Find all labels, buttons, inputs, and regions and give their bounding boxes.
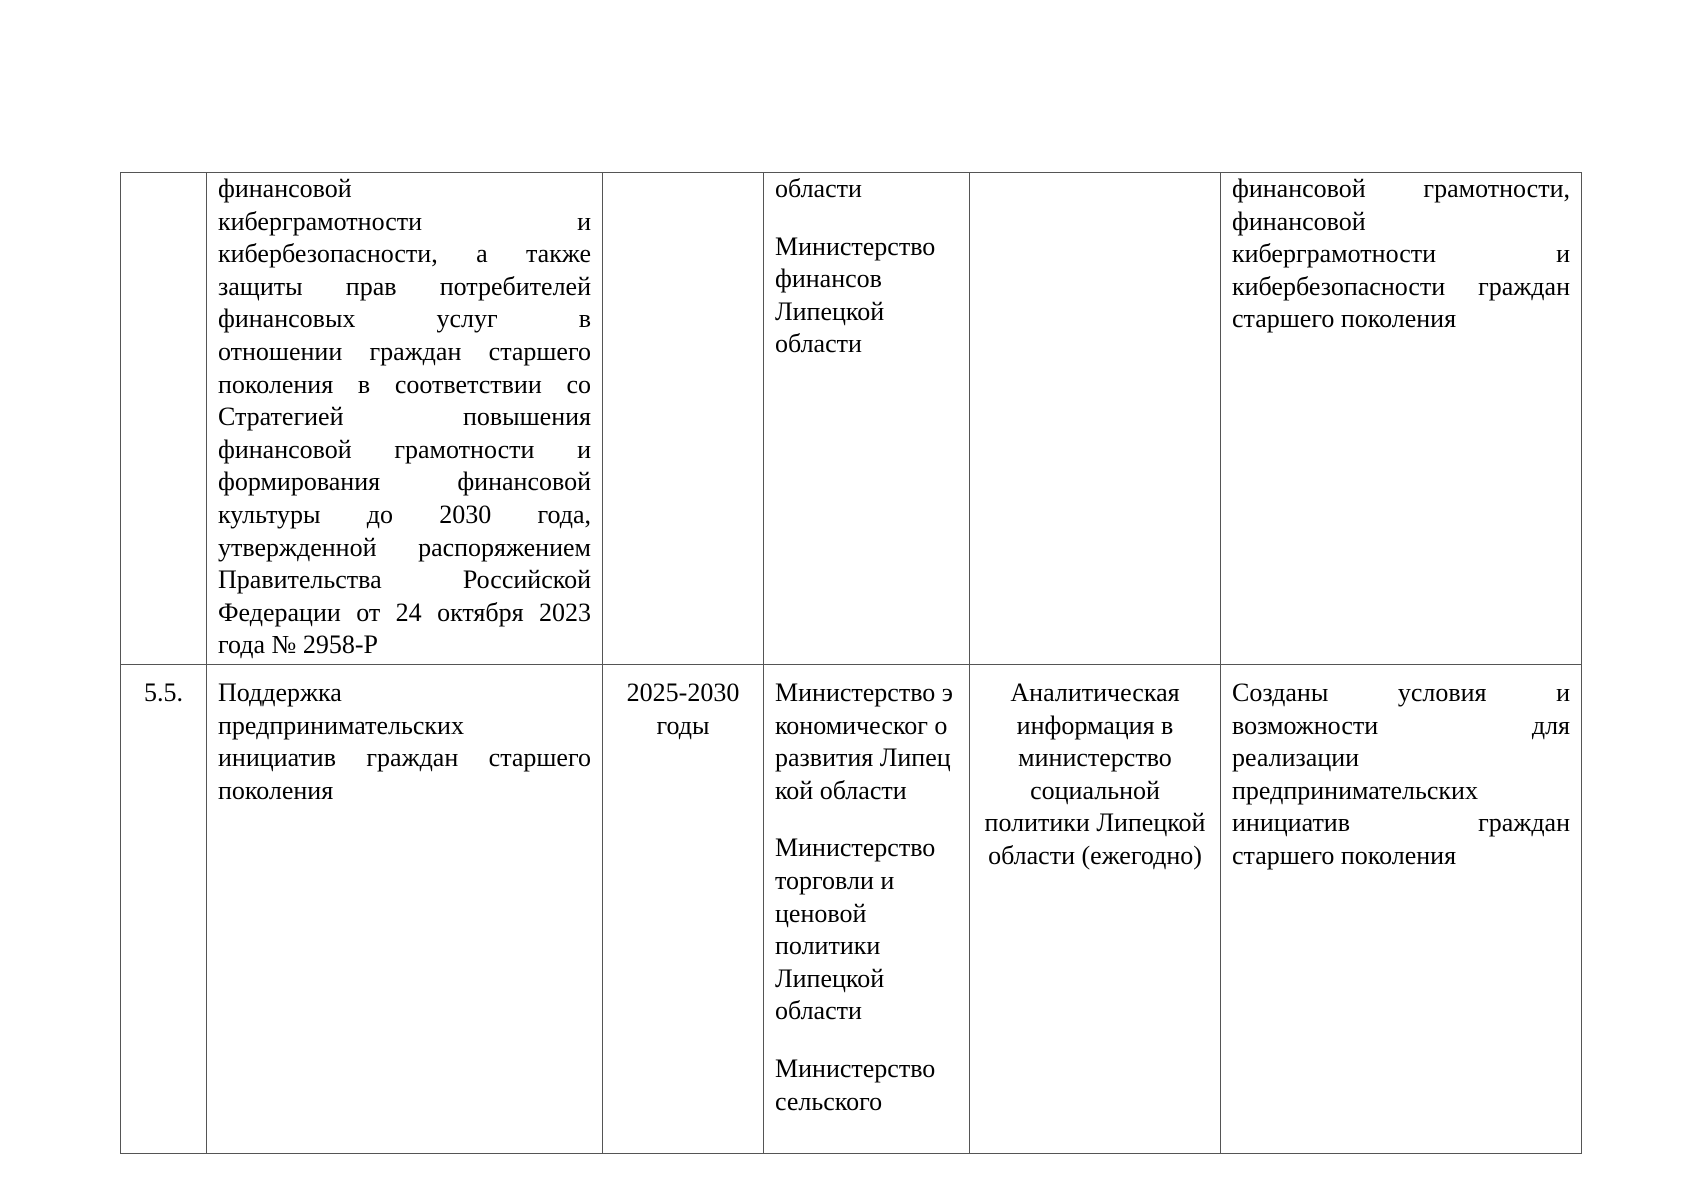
activity-cell [207,173,603,665]
activity-line: финансовой [218,174,352,203]
result-cell [1221,665,1582,1154]
row-number: 5.5. [144,678,183,707]
activity-line: утвержденной распоряжением [218,532,591,562]
activity-line: финансовой грамотности и [218,434,591,464]
result-line: киберграмотности и [1232,239,1570,269]
row-number-cell [121,665,207,1154]
activity-line: финансовых услуг в [218,304,591,334]
table-row [121,173,1582,665]
row-number-cell [121,173,207,665]
activity-line: Федерации от 24 октября 2023 [218,597,591,627]
result-line: реализации [1232,743,1360,773]
report-text: Аналитическая информация в министерство социальной политики Липецкой области (ежегодно) [984,678,1206,870]
period-cell [603,665,764,1154]
activity-cell [207,665,603,1154]
activity-line: Поддержка [218,678,342,707]
executor-text: Министерство финансов Липецкой области [775,231,936,359]
activity-line: предпринимательских [218,710,464,740]
activity-line: поколения [218,775,334,805]
activity-line: отношении граждан старшего [218,336,591,366]
result-cell [1221,173,1582,665]
activity-line: кибербезопасности, а также [218,239,591,269]
executor-text: Министерство сельского [775,1053,936,1116]
period-cell [603,173,764,665]
activity-line: защиты прав потребителей [218,271,591,301]
activity-line: года № 2958-Р [218,630,378,660]
plan-table [120,172,1582,1154]
executors-cell [764,173,970,665]
activity-line: киберграмотности и [218,206,591,236]
executor-text: Министерство торговли и ценовой политики Липецкой области [775,833,936,1026]
result-line: инициатив граждан [1232,808,1570,838]
executor-text: области [775,174,862,203]
activity-line: культуры до 2030 года, [218,499,591,529]
result-line: Созданы условия и [1232,678,1570,707]
period-text: 2025-2030 годы [626,678,740,740]
executor-text: Министерство экономическог о развития Липецкой области [775,678,953,805]
activity-line: формирования финансовой [218,467,591,497]
activity-line: Стратегией повышения [218,402,591,432]
result-line: кибербезопасности граждан [1232,271,1570,301]
result-line: старшего поколения [1232,304,1457,334]
table-row [121,665,1582,1154]
report-cell [970,665,1221,1154]
result-line: финансовой [1232,206,1366,236]
result-line: старшего поколения [1232,840,1457,870]
activity-line: поколения в соответствии со [218,369,591,399]
result-line: предпринимательских [1232,775,1478,805]
result-line: финансовой грамотности, [1232,174,1570,203]
activity-line: Правительства Российской [218,565,591,595]
result-line: возможности для [1232,710,1570,740]
executors-cell [764,665,970,1154]
activity-line: инициатив граждан старшего [218,743,591,773]
report-cell [970,173,1221,665]
